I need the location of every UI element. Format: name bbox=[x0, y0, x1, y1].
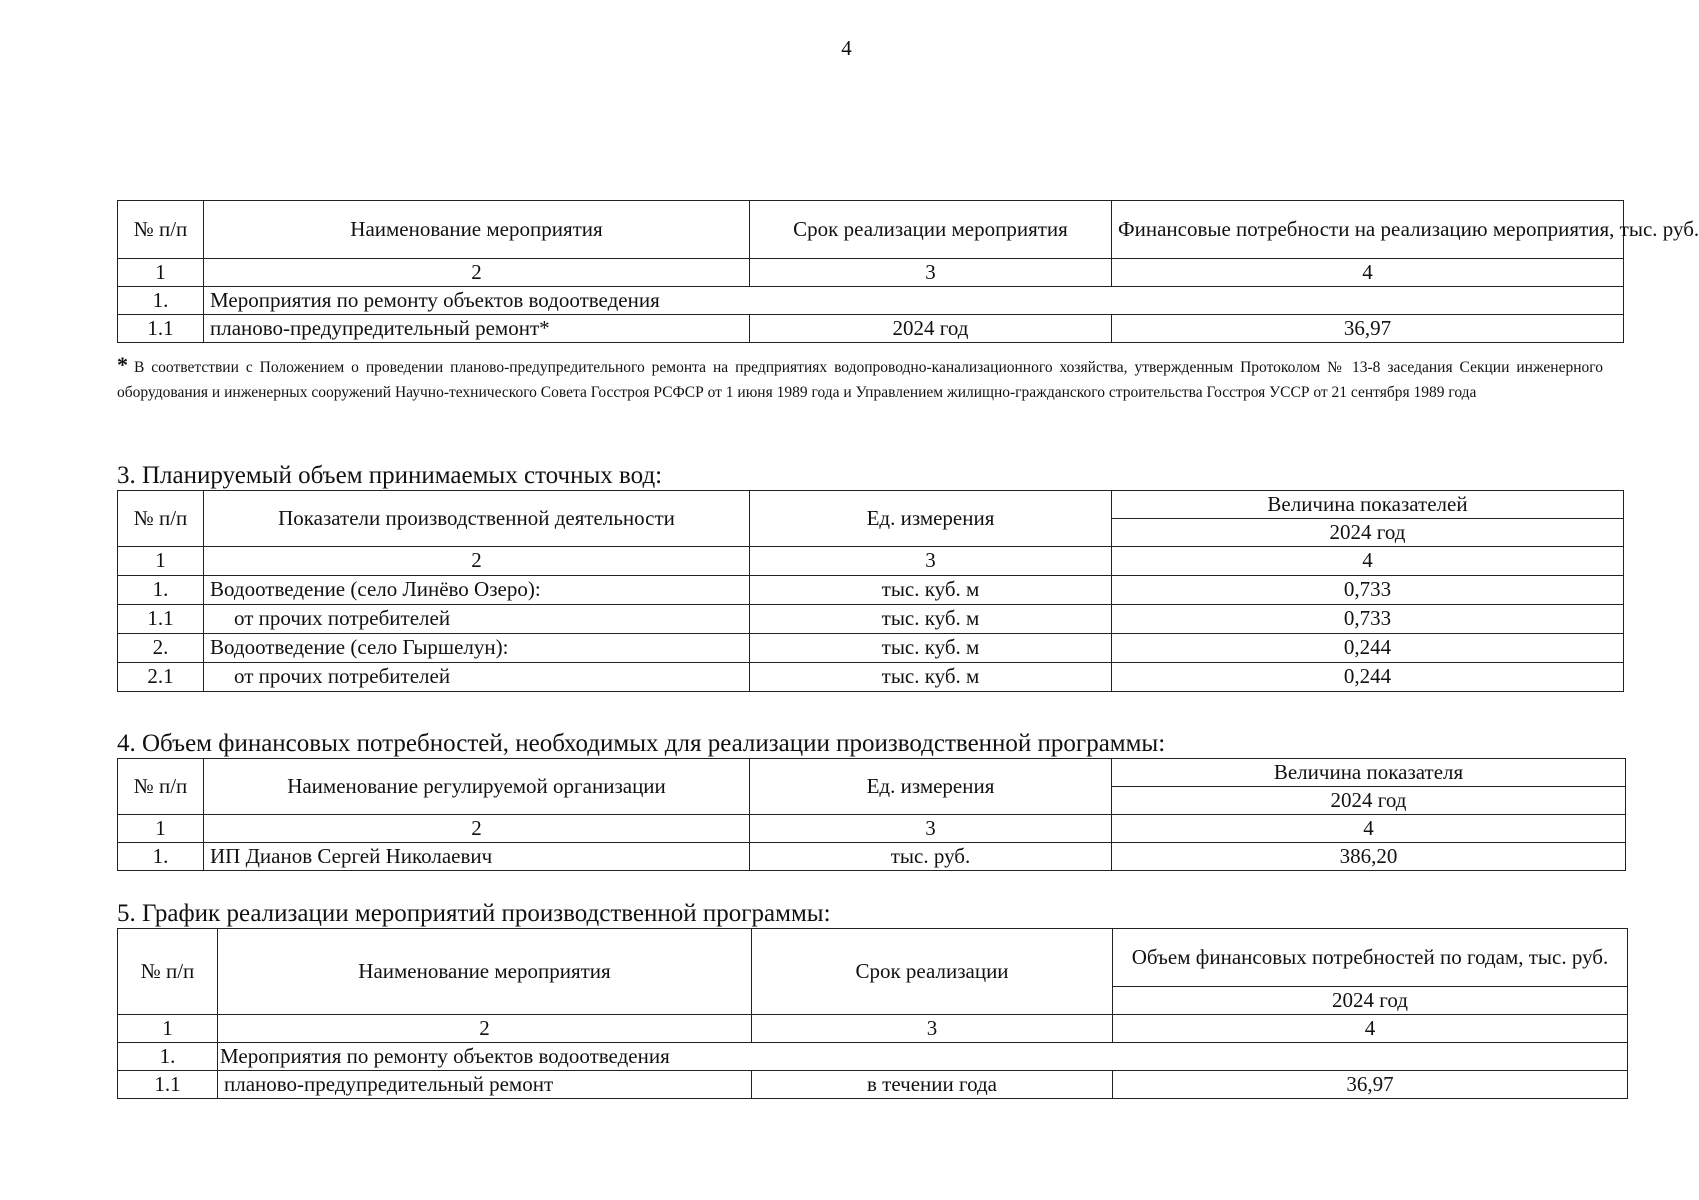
column-number: 1 bbox=[118, 815, 204, 843]
row-name: Водоотведение (село Гыршелун): bbox=[204, 634, 750, 663]
row-value: 0,733 bbox=[1112, 576, 1624, 605]
row-value: 0,244 bbox=[1112, 663, 1624, 692]
row-name: планово-предупредительный ремонт* bbox=[204, 315, 750, 343]
row-name: планово-предупредительный ремонт bbox=[218, 1071, 752, 1099]
row-unit: тыс. куб. м bbox=[750, 634, 1112, 663]
row-value: 36,97 bbox=[1113, 1071, 1628, 1099]
column-number: 1 bbox=[118, 1015, 218, 1043]
row-name: Мероприятия по ремонту объектов водоотведения bbox=[218, 1043, 1628, 1071]
table-row bbox=[118, 663, 1624, 692]
row-name: от прочих потребителей bbox=[204, 605, 750, 634]
table-row bbox=[118, 634, 1624, 663]
page-number: 4 bbox=[841, 36, 852, 60]
header-number: № п/п bbox=[118, 929, 218, 1015]
table-row bbox=[118, 287, 1624, 315]
table-header-row bbox=[118, 201, 1624, 259]
financial-needs-table bbox=[117, 758, 1626, 871]
header-measure-name: Наименование мероприятия bbox=[218, 929, 752, 1015]
row-number: 1.1 bbox=[118, 1071, 218, 1099]
column-number: 4 bbox=[1112, 815, 1626, 843]
wastewater-volume-table bbox=[117, 490, 1624, 692]
table-row bbox=[118, 1043, 1628, 1071]
header-term: Срок реализации bbox=[752, 929, 1113, 1015]
row-number: 1.1 bbox=[118, 605, 204, 634]
footnote bbox=[117, 352, 1603, 405]
row-value: 0,733 bbox=[1112, 605, 1624, 634]
column-number: 2 bbox=[218, 1015, 752, 1043]
section4-heading: 4. Объем финансовых потребностей, необходимых для реализации производственной программы: bbox=[117, 730, 1166, 757]
header-number: № п/п bbox=[118, 201, 204, 259]
column-number: 4 bbox=[1113, 1015, 1628, 1043]
table-header-row bbox=[118, 759, 1626, 787]
table-row bbox=[118, 1071, 1628, 1099]
table-row bbox=[118, 576, 1624, 605]
row-name: Мероприятия по ремонту объектов водоотведения bbox=[204, 287, 1624, 315]
header-organization: Наименование регулируемой организации bbox=[204, 759, 750, 815]
row-name: Водоотведение (село Линёво Озеро): bbox=[204, 576, 750, 605]
header-year: 2024 год bbox=[1112, 519, 1624, 547]
footnote-marker: * bbox=[117, 352, 128, 377]
column-number: 3 bbox=[750, 259, 1112, 287]
header-value: Величина показателя bbox=[1112, 759, 1626, 787]
row-unit: тыс. куб. м bbox=[750, 663, 1112, 692]
header-number: № п/п bbox=[118, 759, 204, 815]
header-year: 2024 год bbox=[1113, 987, 1628, 1015]
row-name: ИП Дианов Сергей Николаевич bbox=[204, 843, 750, 871]
column-number: 2 bbox=[204, 815, 750, 843]
header-measure-name: Наименование мероприятия bbox=[204, 201, 750, 259]
row-number: 1.1 bbox=[118, 315, 204, 343]
header-indicator: Показатели производственной деятельности bbox=[204, 491, 750, 547]
row-name: от прочих потребителей bbox=[204, 663, 750, 692]
table-header-row bbox=[118, 491, 1624, 519]
column-number: 4 bbox=[1112, 259, 1624, 287]
column-number-row bbox=[118, 1015, 1628, 1043]
column-number: 3 bbox=[750, 815, 1112, 843]
column-number-row bbox=[118, 547, 1624, 576]
header-year: 2024 год bbox=[1112, 787, 1626, 815]
column-number-row bbox=[118, 259, 1624, 287]
header-term: Срок реализации мероприятия bbox=[750, 201, 1112, 259]
section3-heading: 3. Планируемый объем принимаемых сточных вод: bbox=[117, 462, 663, 489]
row-value: 386,20 bbox=[1112, 843, 1626, 871]
column-number: 4 bbox=[1112, 547, 1624, 576]
row-unit: тыс. куб. м bbox=[750, 576, 1112, 605]
row-value: 36,97 bbox=[1112, 315, 1624, 343]
column-number: 1 bbox=[118, 547, 204, 576]
column-number: 3 bbox=[752, 1015, 1113, 1043]
table-header-row bbox=[118, 929, 1628, 987]
column-number-row bbox=[118, 815, 1626, 843]
row-term: в течении года bbox=[752, 1071, 1113, 1099]
row-number: 1. bbox=[118, 576, 204, 605]
row-number: 2.1 bbox=[118, 663, 204, 692]
header-unit: Ед. измерения bbox=[750, 759, 1112, 815]
table-row bbox=[118, 605, 1624, 634]
row-number: 2. bbox=[118, 634, 204, 663]
row-unit: тыс. руб. bbox=[750, 843, 1112, 871]
row-number: 1. bbox=[118, 287, 204, 315]
header-number: № п/п bbox=[118, 491, 204, 547]
header-unit: Ед. измерения bbox=[750, 491, 1112, 547]
row-term: 2024 год bbox=[750, 315, 1112, 343]
column-number: 3 bbox=[750, 547, 1112, 576]
row-number: 1. bbox=[118, 843, 204, 871]
row-number: 1. bbox=[118, 1043, 218, 1071]
schedule-table bbox=[117, 928, 1628, 1099]
footnote-text: В соответствии с Положением о проведении планово-предупредительного ремонта на предприятиях водопроводно-канализационного хозяйства, утвержденным Протоколом № 13-8 заседания Секции инженерного оборудования и инженерных сооружений Научно-технического Совета Госстроя РСФСР от 1 июня 1989 года и Управлением жилищно-гражданского строительства Госстроя УССР от 21 сентября 1989 года bbox=[117, 359, 1603, 401]
column-number: 2 bbox=[204, 259, 750, 287]
header-values: Величина показателей bbox=[1112, 491, 1624, 519]
table-row bbox=[118, 843, 1626, 871]
section5-heading: 5. График реализации мероприятий производственной программы: bbox=[117, 900, 831, 927]
column-number: 2 bbox=[204, 547, 750, 576]
header-financial-needs: Финансовые потребности на реализацию мероприятия, тыс. руб. bbox=[1112, 201, 1624, 259]
measures-table bbox=[117, 200, 1699, 343]
column-number: 1 bbox=[118, 259, 204, 287]
header-financial-volume: Объем финансовых потребностей по годам, тыс. руб. bbox=[1113, 929, 1628, 987]
table-row bbox=[118, 315, 1624, 343]
row-value: 0,244 bbox=[1112, 634, 1624, 663]
row-unit: тыс. куб. м bbox=[750, 605, 1112, 634]
